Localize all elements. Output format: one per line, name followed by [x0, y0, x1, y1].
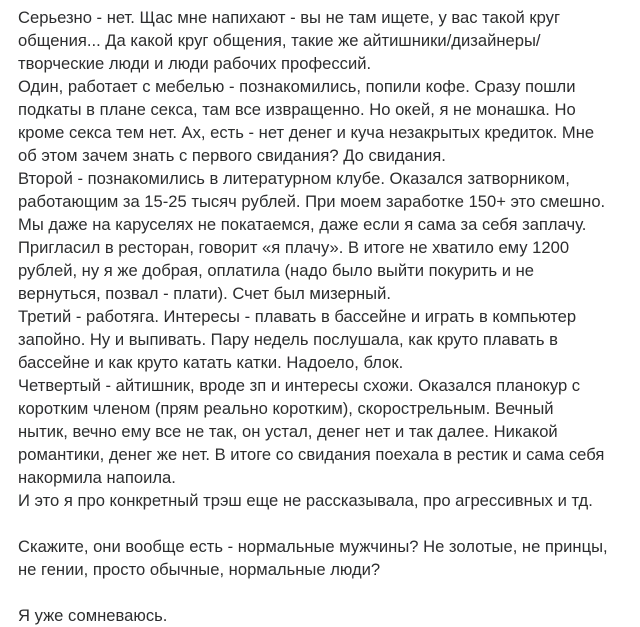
- text-line: накормила напоила.: [18, 468, 176, 487]
- text-line: кроме секса тем нет. Ах, есть - нет денег и куча незакрытых кредиток. Мне: [18, 123, 595, 142]
- paragraph-gap: [18, 581, 640, 604]
- text-line: Один, работает с мебелью - познакомились, попили кофе. Сразу пошли: [18, 77, 576, 96]
- question-line: Скажите, они вообще есть - нормальные мужчины? Не золотые, не принцы,: [18, 537, 608, 556]
- closing-line: Я уже сомневаюсь.: [18, 606, 168, 625]
- text-line: вернуться, позвал - плати). Счет был мизерный.: [18, 284, 391, 303]
- text-line: общения... Да какой круг общения, такие же айтишники/дизайнеры/: [18, 31, 541, 50]
- text-line: Второй - познакомились в литературном клубе. Оказался затворником,: [18, 169, 570, 188]
- text-line: Четвертый - айтишник, вроде зп и интересы схожи. Оказался планокур с: [18, 376, 581, 395]
- text-line: бассейне и как круто катать катки. Надоело, блок.: [18, 353, 404, 372]
- text-line: запойно. Ну и выпивать. Пару недель послушала, как круто плавать в: [18, 330, 558, 349]
- post-text: [18, 6, 640, 627]
- text-line: романтики, денег же нет. В итоге со свидания поехала в рестик и сама себя: [18, 445, 605, 464]
- question-line: не гении, просто обычные, нормальные люди?: [18, 560, 381, 579]
- text-line: Пригласил в ресторан, говорит «я плачу». В итоге не хватило ему 1200: [18, 238, 570, 257]
- text-line: подкаты в плане секса, там все извращенно. Но окей, я не монашка. Но: [18, 100, 576, 119]
- text-line: Мы даже на каруселях не покатаемся, даже если я сама за себя заплачу.: [18, 215, 587, 234]
- text-line: Третий - работяга. Интересы - плавать в бассейне и играть в компьютер: [18, 307, 577, 326]
- text-line: нытик, вечно ему все не так, он устал, денег нет и так далее. Никакой: [18, 422, 558, 441]
- text-line: творческие люди и люди рабочих профессий.: [18, 54, 372, 73]
- text-line: об этом зачем знать с первого свидания? До свидания.: [18, 146, 446, 165]
- text-line: Серьезно - нет. Щас мне напихают - вы не там ищете, у вас такой круг: [18, 8, 561, 27]
- paragraph-gap: [18, 512, 640, 535]
- text-line: коротким членом (прям реально коротким), скорострельным. Вечный: [18, 399, 554, 418]
- text-line: рублей, ну я же добрая, оплатила (надо было выйти покурить и не: [18, 261, 534, 280]
- text-line: работающим за 15-25 тысяч рублей. При моем заработке 150+ это смешно.: [18, 192, 606, 211]
- text-line: И это я про конкретный трэш еще не рассказывала, про агрессивных и тд.: [18, 491, 593, 510]
